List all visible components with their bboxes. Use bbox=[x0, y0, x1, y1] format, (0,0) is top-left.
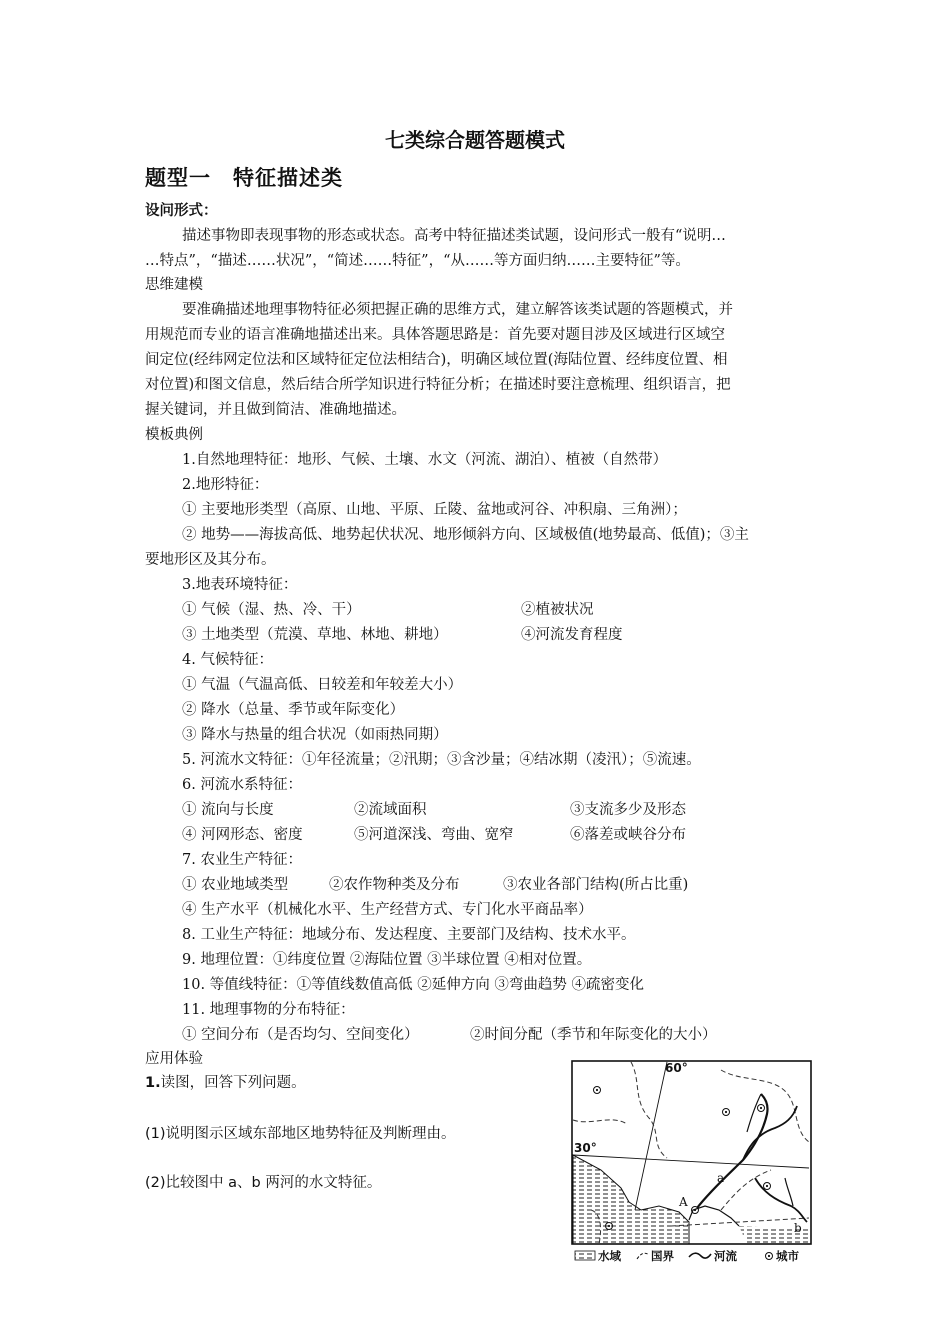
legend-water-label: 水域 bbox=[598, 1249, 621, 1263]
legend-water-swatch bbox=[575, 1251, 595, 1260]
template-item-11-2: ②时间分配（季节和年际变化的大小） bbox=[470, 1027, 717, 1043]
section-heading: 题型一 特征描述类 bbox=[145, 166, 343, 190]
template-item-11: 11. 地理事物的分布特征： bbox=[182, 1002, 355, 1018]
thinking-label: 思维建模 bbox=[145, 277, 203, 293]
thinking-line-1: 要准确描述地理事物特征必须把握正确的思维方式，建立解答该类试题的答题模式，并 bbox=[182, 302, 733, 318]
template-item-2b-line1: ② 地势——海拔高低、地势起伏状况、地形倾斜方向、区域极值(地势最高、低值)；③主 bbox=[182, 527, 749, 543]
template-item-7-1: ① 农业地域类型 bbox=[182, 877, 289, 893]
template-item-4-1: ① 气温（气温高低、日较差和年较差大小） bbox=[182, 677, 463, 693]
legend-river-label: 河流 bbox=[714, 1249, 737, 1263]
question-form-line-2: …特点”，“描述……状况”，“简述……特征”，“从……等方面归纳……主要特征”等。 bbox=[145, 253, 690, 269]
template-item-6-4: ④ 河网形态、密度 bbox=[182, 827, 303, 843]
template-item-9: 9. 地理位置：①纬度位置 ②海陆位置 ③半球位置 ④相对位置。 bbox=[182, 952, 592, 968]
template-item-3-3: ③ 土地类型（荒漠、草地、林地、耕地） bbox=[182, 627, 448, 643]
map-label-b: b bbox=[794, 1221, 802, 1235]
practice-label: 应用体验 bbox=[145, 1051, 203, 1067]
thinking-line-3: 间定位(经纬网定位法和区域特征定位法相结合)，明确区域位置(海陆位置、经纬度位置、相 bbox=[145, 352, 728, 368]
template-item-6: 6. 河流水系特征： bbox=[182, 777, 302, 793]
template-item-3: 3.地表环境特征： bbox=[182, 577, 298, 593]
template-item-11-1: ① 空间分布（是否均匀、空间变化） bbox=[182, 1027, 419, 1043]
template-item-10: 10. 等值线特征：①等值线数值高低 ②延伸方向 ③弯曲趋势 ④疏密变化 bbox=[182, 977, 644, 993]
template-item-2b-line2: 要地形区及其分布。 bbox=[145, 552, 276, 568]
map-label-A: A bbox=[679, 1195, 688, 1209]
legend-border-label: 国界 bbox=[651, 1249, 674, 1263]
map-label-a: a bbox=[717, 1171, 725, 1185]
template-item-2a: ① 主要地形类型（高原、山地、平原、丘陵、盆地或河谷、冲积扇、三角洲）； bbox=[182, 502, 687, 518]
practice-question-1 bbox=[145, 1073, 306, 1093]
template-item-6-1: ① 流向与长度 bbox=[182, 802, 274, 818]
practice-question-text: 读图，回答下列问题。 bbox=[160, 1075, 306, 1091]
template-item-6-3: ③支流多少及形态 bbox=[570, 802, 686, 818]
map-longitude-label: 60° bbox=[665, 1061, 688, 1075]
template-item-1: 1.自然地理特征：地形、气候、土壤、水文（河流、湖泊）、植被（自然带） bbox=[182, 452, 668, 468]
template-item-2: 2.地形特征： bbox=[182, 477, 269, 493]
template-item-3-1: ① 气候（湿、热、冷、干） bbox=[182, 602, 361, 618]
legend-border-symbol bbox=[637, 1253, 649, 1259]
template-item-6-6: ⑥落差或峡谷分布 bbox=[570, 827, 686, 843]
question-form-line-1: 描述事物即表现事物的形态或状态。高考中特征描述类试题，设问形式一般有“说明… bbox=[182, 228, 726, 244]
template-item-7: 7. 农业生产特征： bbox=[182, 852, 302, 868]
template-item-3-2: ②植被状况 bbox=[521, 602, 594, 618]
question-form-label: 设问形式： bbox=[145, 203, 218, 219]
template-item-8: 8. 工业生产特征：地域分布、发达程度、主要部门及结构、技术水平。 bbox=[182, 927, 636, 943]
document-title: 七类综合题答题模式 bbox=[385, 128, 565, 152]
template-item-7-3: ③农业各部门结构(所占比重) bbox=[503, 877, 689, 893]
template-item-3-4: ④河流发育程度 bbox=[521, 627, 623, 643]
template-item-4: 4. 气候特征： bbox=[182, 652, 273, 668]
thinking-line-2: 用规范而专业的语言准确地描述出来。具体答题思路是：首先要对题目涉及区域进行区域空 bbox=[145, 327, 725, 343]
template-label: 模板典例 bbox=[145, 427, 203, 443]
practice-question-number: 1. bbox=[145, 1075, 161, 1091]
template-item-7-2: ②农作物种类及分布 bbox=[329, 877, 460, 893]
map-legend bbox=[575, 1249, 799, 1263]
template-item-6-2: ②流域面积 bbox=[354, 802, 427, 818]
template-item-6-5: ⑤河道深浅、弯曲、宽窄 bbox=[354, 827, 514, 843]
thinking-line-4: 对位置)和图文信息，然后结合所学知识进行特征分析；在描述时要注意梳理、组织语言，把 bbox=[145, 377, 731, 393]
legend-river-symbol bbox=[689, 1253, 711, 1258]
template-item-7-4: ④ 生产水平（机械化水平、生产经营方式、专门化水平商品率） bbox=[182, 902, 593, 918]
template-item-5: 5. 河流水文特征：①年径流量；②汛期；③含沙量；④结冰期（凌汛）；⑤流速。 bbox=[182, 752, 701, 768]
practice-subquestion-2: (2)比较图中 a、b 两河的水文特征。 bbox=[145, 1175, 382, 1191]
thinking-line-5: 握关键词，并且做到简洁、准确地描述。 bbox=[145, 402, 406, 418]
practice-subquestion-1: (1)说明图示区域东部地区地势特征及判断理由。 bbox=[145, 1126, 456, 1142]
template-item-4-3: ③ 降水与热量的组合状况（如雨热同期） bbox=[182, 727, 448, 743]
template-item-4-2: ② 降水（总量、季节或年际变化） bbox=[182, 702, 405, 718]
geography-map bbox=[571, 1060, 815, 1266]
map-latitude-label: 30° bbox=[574, 1141, 597, 1155]
legend-city-label: 城市 bbox=[776, 1249, 799, 1263]
